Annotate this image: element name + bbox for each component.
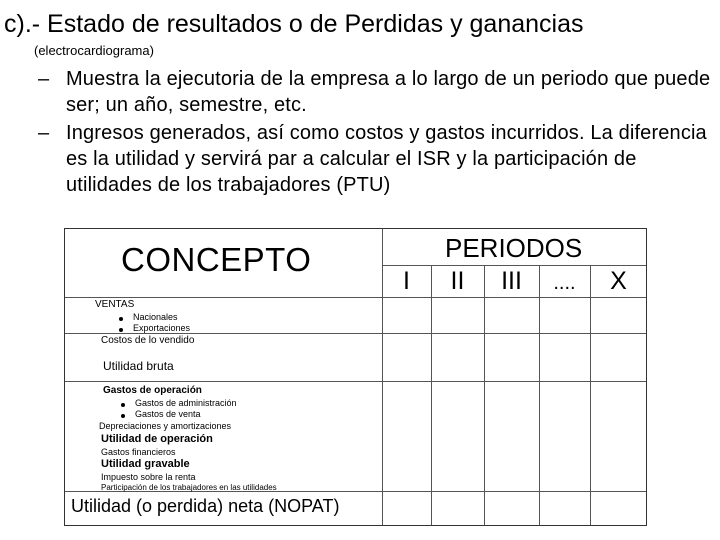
- period-label: III: [501, 267, 522, 295]
- row-ventas: VENTAS: [95, 299, 135, 310]
- period-label: II: [450, 267, 465, 295]
- periods-header-divider: [382, 265, 646, 266]
- period-label: I: [403, 267, 410, 295]
- row-utilidad-operacion: Utilidad de operación: [101, 433, 213, 445]
- bullet-dot: [119, 328, 123, 332]
- slide-subtitle: (electrocardiograma): [34, 43, 154, 58]
- period-label: ....: [553, 272, 576, 294]
- row-gastos-venta: Gastos de venta: [135, 409, 201, 419]
- period-label: X: [610, 267, 627, 295]
- bullet-list: [38, 66, 718, 198]
- bullet-text: Ingresos generados, así como costos y gastos incurridos. La diferencia es la utilidad y servirá par a calcular el ISR y la participación de utilidades de los trabajadores (PTU): [66, 122, 707, 196]
- row-utilidad-neta: Utilidad (o perdida) neta (NOPAT): [71, 496, 340, 516]
- row-divider: [65, 381, 646, 382]
- row-utilidad-bruta: Utilidad bruta: [103, 359, 174, 373]
- row-gastos-financieros: Gastos financieros: [101, 447, 176, 457]
- bullet-text: Muestra la ejecutoria de la empresa a lo largo de un periodo que puede ser; un año, semestre, etc.: [66, 68, 711, 116]
- concept-header: CONCEPTO: [121, 241, 312, 278]
- bullet-dot: [121, 403, 125, 407]
- bullet-item: [38, 66, 718, 118]
- period-divider: [431, 265, 432, 525]
- period-divider: [590, 265, 591, 525]
- bullet-item: [38, 120, 718, 198]
- row-utilidad-gravable: Utilidad gravable: [101, 458, 190, 470]
- row-participacion: Participación de los trabajadores en las utilidades: [101, 483, 277, 492]
- row-gastos-operacion: Gastos de operación: [103, 385, 202, 396]
- period-divider: [484, 265, 485, 525]
- income-statement-table: [64, 228, 647, 526]
- period-divider: [539, 265, 540, 525]
- bullet-dash: –: [38, 122, 50, 144]
- slide-title: c).- Estado de resultados o de Perdidas y ganancias: [4, 10, 584, 38]
- row-depreciaciones: Depreciaciones y amortizaciones: [99, 421, 232, 431]
- bullet-dash: –: [38, 68, 50, 90]
- bullet-dot: [119, 317, 123, 321]
- bullet-dot: [121, 414, 125, 418]
- header-bottom-line: [65, 297, 646, 298]
- row-divider: [65, 333, 646, 334]
- row-impuesto: Impuesto sobre la renta: [101, 472, 196, 482]
- row-exportaciones: Exportaciones: [133, 323, 191, 333]
- row-costos: Costos de lo vendido: [101, 335, 195, 346]
- row-gastos-admin: Gastos de administración: [135, 398, 237, 408]
- periods-header: PERIODOS: [445, 233, 583, 263]
- row-nacionales: Nacionales: [133, 312, 178, 322]
